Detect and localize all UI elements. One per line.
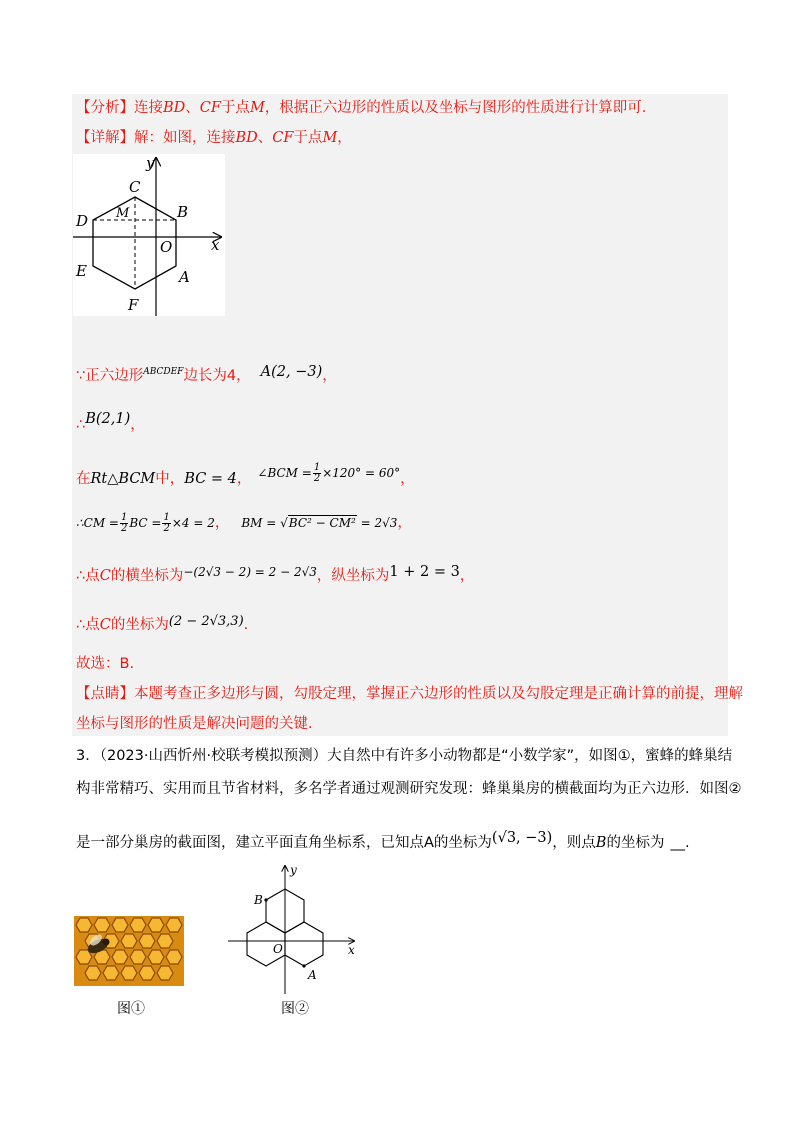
analysis-line bbox=[76, 98, 646, 118]
step-text: 在 bbox=[76, 471, 91, 487]
label-b: B bbox=[177, 203, 189, 221]
step-text: ，纵坐标为 bbox=[316, 568, 390, 584]
math-m: M bbox=[322, 130, 338, 146]
question-line-1: 3．（2023·山西忻州·校联考模拟预测）大自然中有许多小动物都是“小数学家”，如图①，蜜蜂的蜂巢结 bbox=[76, 748, 733, 764]
step-text: ∴点 bbox=[76, 617, 100, 633]
cm-rhs: ×4 = 2 bbox=[171, 516, 215, 530]
punct: . bbox=[684, 835, 690, 851]
coord-b: B(2,1) bbox=[85, 411, 131, 427]
frac-num: 1 bbox=[163, 512, 170, 523]
label-y: y bbox=[290, 863, 297, 877]
step-text: 中， bbox=[155, 471, 185, 487]
analysis-text: 连接 bbox=[134, 100, 163, 116]
question-text: 是一部分巢房的截面图，建立平面直角坐标系，已知点A的坐标为 bbox=[76, 835, 492, 851]
step-text: 的横坐标为 bbox=[110, 568, 184, 584]
step-1 bbox=[76, 362, 337, 386]
therefore-symbol: ∴ bbox=[76, 417, 86, 433]
detail-line bbox=[76, 128, 352, 148]
caption-fig1: 图① bbox=[117, 1001, 145, 1017]
label-b: B bbox=[254, 893, 263, 907]
step-3 bbox=[76, 463, 415, 489]
question-text: 的坐标为 bbox=[606, 835, 665, 851]
detail-text: 解：如图，连接 bbox=[134, 130, 236, 146]
fraction-half bbox=[313, 463, 321, 484]
triangle-bcm: Rt△BCM bbox=[90, 471, 156, 487]
question-line-2: 构非常精巧、实用而且节省材料，多名学者通过观测研究发现：蜂巢巢房的横截面均为正六边形．如图② bbox=[76, 781, 742, 797]
bc-value: BC = 4 bbox=[184, 471, 237, 487]
angle-bcm bbox=[257, 462, 401, 484]
point-b: B bbox=[595, 835, 607, 851]
angle-rhs: ×120° = 60° bbox=[322, 466, 401, 480]
question-text: ，则点 bbox=[552, 835, 596, 851]
step-text: 边长为4， bbox=[183, 368, 251, 384]
y-coordinate-expr: 1 + 2 = 3 bbox=[389, 564, 460, 580]
frac-num: 1 bbox=[120, 512, 128, 523]
point-b-dot bbox=[264, 898, 267, 901]
caption-fig2: 图② bbox=[281, 1001, 309, 1017]
punct: ， bbox=[459, 568, 475, 584]
frac-den: 2 bbox=[313, 473, 321, 484]
frac-den: 2 bbox=[163, 523, 170, 534]
honeycomb-photo bbox=[74, 916, 184, 986]
label-c: C bbox=[129, 178, 141, 196]
math-cf: CF bbox=[199, 100, 221, 116]
analysis-text: ，根据正六边形的性质以及坐标与图形的性质进行计算即可. bbox=[264, 100, 647, 116]
detail-tag: 【详解】 bbox=[76, 130, 134, 146]
label-f: F bbox=[128, 296, 139, 314]
punct: ， bbox=[397, 515, 412, 531]
frac-den: 2 bbox=[120, 523, 128, 534]
hexagon-diagram bbox=[73, 154, 225, 316]
point-a-dot bbox=[302, 964, 305, 967]
comment-tag: 【点睛】 bbox=[76, 686, 134, 702]
step-5 bbox=[76, 562, 474, 586]
label-a: A bbox=[308, 968, 317, 982]
label-o: O bbox=[273, 942, 283, 956]
step-4 bbox=[76, 513, 412, 534]
bm-equation: BM = √BC² − CM² = 2√3 bbox=[241, 516, 398, 530]
step-text: ∵正六边形 bbox=[76, 368, 144, 384]
sqrt-expression: BC² − CM² bbox=[288, 516, 356, 530]
answer-blank[interactable]: __ bbox=[670, 835, 685, 851]
analysis-text: 于点 bbox=[220, 100, 250, 116]
honeycomb-image bbox=[74, 916, 184, 986]
coord-a: (√3, −3) bbox=[491, 830, 553, 846]
comment-line-1 bbox=[76, 684, 743, 704]
punct: ， bbox=[214, 515, 230, 531]
step-text: 的坐标为 bbox=[110, 617, 169, 633]
punct: ， bbox=[400, 471, 415, 487]
label-o: O bbox=[160, 238, 173, 256]
coord-a: A(2, −3) bbox=[260, 364, 323, 380]
step-text: ∴点 bbox=[76, 568, 100, 584]
point-c: C bbox=[99, 568, 111, 584]
detail-text: 于点 bbox=[293, 130, 323, 146]
step-2 bbox=[76, 409, 145, 435]
label-a: A bbox=[179, 268, 190, 286]
step-6 bbox=[76, 612, 248, 635]
label-e: E bbox=[76, 262, 87, 280]
math-m: M bbox=[249, 100, 265, 116]
cm-equation bbox=[76, 512, 215, 534]
punct: ， bbox=[236, 471, 252, 487]
angle-lhs: ∠BCM = bbox=[257, 466, 312, 480]
bm-value: = 2√3 bbox=[360, 516, 398, 530]
fraction-half bbox=[120, 513, 128, 534]
coordinate-c: (2 − 2√3,3) bbox=[168, 614, 244, 629]
cm-lhs: ∴CM = bbox=[76, 516, 119, 530]
cm-mid: BC = bbox=[129, 516, 162, 530]
separator: 、 bbox=[185, 100, 200, 116]
math-bd: BD bbox=[163, 100, 186, 116]
label-y: y bbox=[146, 154, 155, 172]
punct: . bbox=[243, 617, 249, 633]
right-hexagon bbox=[285, 922, 323, 966]
comment-line-2: 坐标与图形的性质是解决问题的关键. bbox=[76, 716, 313, 732]
math-cf: CF bbox=[272, 130, 294, 146]
frac-num: 1 bbox=[313, 462, 321, 473]
honeycomb-diagram bbox=[226, 862, 360, 996]
hexagon-figure-1 bbox=[73, 154, 225, 316]
x-coordinate-expr: −(2√3 − 2) = 2 − 2√3 bbox=[183, 565, 317, 579]
hexagon-name: ABCDEF bbox=[143, 367, 184, 377]
point-c: C bbox=[99, 617, 111, 633]
comment-text: 本题考查正多边形与圆，勾股定理，掌握正六边形的性质以及勾股定理是正确计算的前提，理解 bbox=[134, 686, 743, 702]
question-line-3 bbox=[76, 828, 690, 853]
math-bd: BD bbox=[235, 130, 258, 146]
detail-text: ， bbox=[337, 130, 352, 146]
fraction-half bbox=[162, 513, 170, 534]
label-d: D bbox=[76, 212, 89, 230]
label-x: x bbox=[211, 236, 220, 254]
bm-lhs: BM = bbox=[241, 516, 277, 530]
analysis-tag: 【分析】 bbox=[76, 100, 134, 116]
answer-line: 故选：B. bbox=[76, 656, 135, 672]
label-m: M bbox=[116, 206, 130, 221]
hexagon-figure-2 bbox=[226, 862, 360, 996]
label-x: x bbox=[348, 943, 355, 957]
separator: 、 bbox=[257, 130, 273, 146]
punct: ， bbox=[130, 417, 145, 433]
punct: ， bbox=[322, 368, 337, 384]
